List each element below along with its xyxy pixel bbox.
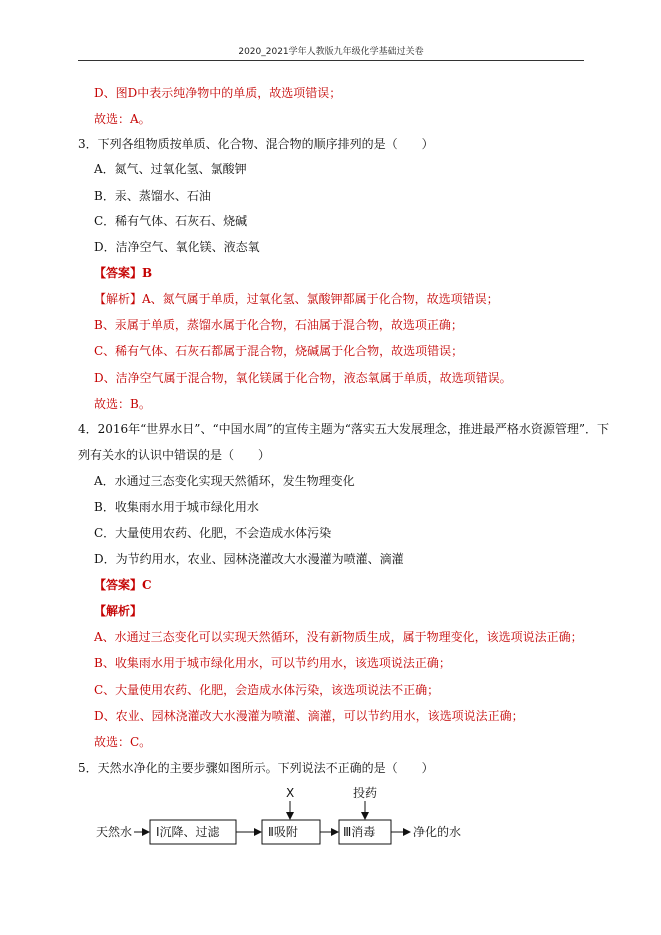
q4-analysis-label: 【解析】: [94, 604, 143, 618]
diagram-input-label: 天然水: [96, 825, 133, 839]
q4-answer: 【答案】C: [94, 578, 152, 592]
q4-option-d: D．为节约用水，农业、园林浇灌改大水漫灌为喷灌、滴灌: [94, 552, 404, 566]
header-rule: [78, 60, 584, 61]
step1-box: [150, 820, 236, 844]
q2-analysis-d: D、图D中表示纯净物中的单质，故选项错误；: [94, 86, 342, 100]
q4-stem-line2: 列有关水的认识中错误的是（ ）: [78, 448, 271, 462]
q4-analysis-c: C、大量使用农药、化肥，会造成水体污染，该选项说法不正确；: [94, 683, 440, 697]
q3-stem: 3．下列各组物质按单质、化合物、混合物的顺序排列的是（ ）: [78, 137, 434, 151]
q5-stem: 5．天然水净化的主要步骤如图所示。下列说法不正确的是（ ）: [78, 761, 434, 775]
q4-stem-line1: 4．2016年“世界水日”、“中国水周”的宣传主题为“落实五大发展理念，推进最严格水资源管理”．下: [78, 422, 609, 436]
step3-label: Ⅲ消毒: [343, 825, 376, 839]
step3-box: [339, 820, 391, 844]
q3-analysis-b: B、汞属于单质，蒸馏水属于化合物，石油属于混合物，故选项正确；: [94, 318, 463, 332]
page-header: 2020_2021学年人教版九年级化学基础过关卷: [238, 47, 424, 57]
q3-analysis-d: D、洁净空气属于混合物，氧化镁属于化合物，液态氧属于单质，故选项错误。: [94, 371, 512, 385]
x-label: X: [286, 786, 295, 800]
q3-choose: 故选：B。: [94, 397, 151, 411]
q3-option-c: C．稀有气体、石灰石、烧碱: [94, 214, 248, 228]
q4-analysis-b: B、收集雨水用于城市绿化用水，可以节约用水，该选项说法正确；: [94, 656, 451, 670]
q4-option-b: B．收集雨水用于城市绿化用水: [94, 500, 259, 514]
q4-analysis-d: D、农业、园林浇灌改大水漫灌为喷灌、滴灌，可以节约用水，该选项说法正确；: [94, 709, 524, 723]
q3-option-d: D．洁净空气、氧化镁、液态氧: [94, 240, 260, 254]
q3-answer: 【答案】B: [94, 266, 153, 280]
q4-analysis-a: A、水通过三态变化可以实现天然循环，没有新物质生成，属于物理变化，该选项说法正确；: [94, 630, 583, 644]
q3-option-b: B．汞、蒸馏水、石油: [94, 189, 211, 203]
step2-label: Ⅱ吸附: [268, 825, 298, 839]
q2-choose: 故选：A。: [94, 112, 151, 126]
q3-option-a: A．氮气、过氧化氢、氯酸钾: [94, 162, 247, 176]
chem-label: 投药: [353, 786, 378, 800]
q4-option-c: C．大量使用农药、化肥，不会造成水体污染: [94, 526, 332, 540]
step2-box: [262, 820, 320, 844]
diagram-output-label: 净化的水: [413, 825, 462, 839]
q4-choose: 故选：C。: [94, 735, 152, 749]
step1-label: Ⅰ沉降、过滤: [156, 825, 220, 839]
q4-option-a: A．水通过三态变化实现天然循环，发生物理变化: [94, 474, 355, 488]
q3-analysis-c: C、稀有气体、石灰石都属于混合物，烧碱属于化合物，故选项错误；: [94, 344, 464, 358]
q3-analysis-a: 【解析】A、氮气属于单质，过氧化氢、氯酸钾都属于化合物，故选项错误；: [94, 292, 499, 306]
